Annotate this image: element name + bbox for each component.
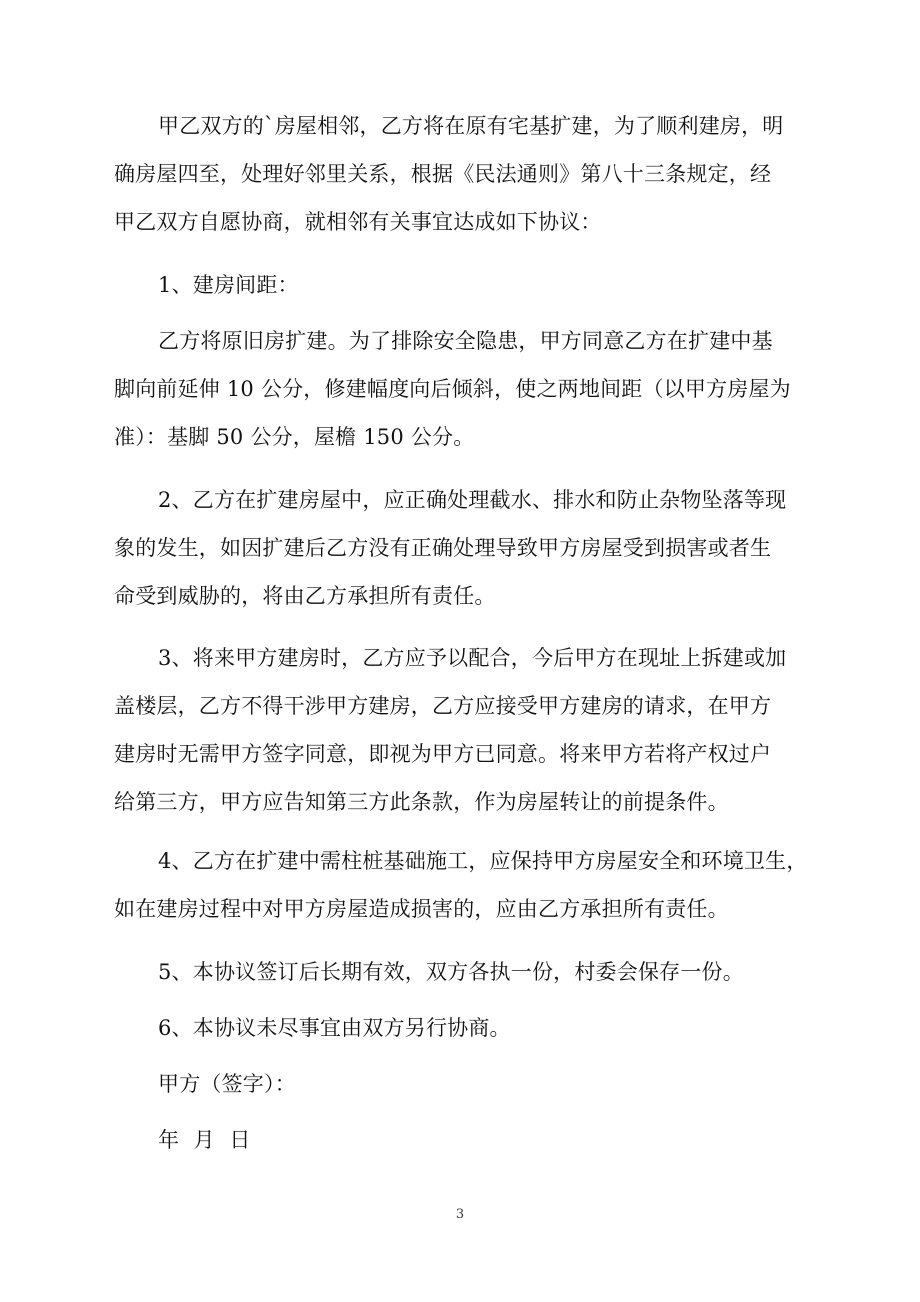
text-line: 盖楼层，乙方不得干涉甲方建房，乙方应接受甲方建房的请求，在甲方 xyxy=(114,694,772,718)
text-line: 脚向前延伸 10 公分，修建幅度向后倾斜，使之两地间距（以甲方房屋为 xyxy=(114,377,791,401)
text-line: 甲乙双方的`房屋相邻，乙方将在原有宅基扩建，为了顺利建房，明 xyxy=(158,114,784,138)
text-line: 3、将来甲方建房时，乙方应予以配合，今后甲方在现址上拆建或加 xyxy=(158,646,787,670)
paragraph-clause-5 xyxy=(114,954,806,990)
text-line: 甲方（签字）： xyxy=(158,1072,296,1096)
paragraph-clause-4 xyxy=(114,843,806,927)
paragraph-clause-1-heading xyxy=(114,267,806,303)
text-line: 5、本协议签订后长期有效，双方各执一份，村委会保存一份。 xyxy=(158,960,744,984)
text-line: 6、本协议未尽事宜由双方另行协商。 xyxy=(158,1016,511,1040)
paragraph-clause-1-body xyxy=(114,323,806,455)
paragraph-intro xyxy=(114,108,806,240)
text-line: 4、乙方在扩建中需柱桩基础施工，应保持甲方房屋安全和环境卫生， xyxy=(158,849,808,873)
date-line xyxy=(114,1122,806,1158)
paragraph-clause-3 xyxy=(114,640,806,820)
text-line: 建房时无需甲方签字同意，即视为甲方已同意。将来甲方若将产权过户 xyxy=(114,742,772,766)
text-line: 命受到威胁的，将由乙方承担所有责任。 xyxy=(114,584,496,608)
text-line: 确房屋四至，处理好邻里关系，根据《民法通则》第八十三条规定，经 xyxy=(114,162,772,186)
text-line: 年 月 日 xyxy=(158,1128,255,1152)
paragraph-clause-6 xyxy=(114,1010,806,1046)
text-line: 2、乙方在扩建房屋中，应正确处理截水、排水和防止杂物坠落等现 xyxy=(158,488,787,512)
signature-line xyxy=(114,1066,806,1102)
text-line: 如在建房过程中对甲方房屋造成损害的，应由乙方承担所有责任。 xyxy=(114,897,729,921)
page-number: 3 xyxy=(455,1207,465,1222)
paragraph-clause-2 xyxy=(114,482,806,614)
text-line: 准）：基脚 50 公分，屋檐 150 公分。 xyxy=(114,425,475,449)
text-line: 给第三方，甲方应告知第三方此条款，作为房屋转让的前提条件。 xyxy=(114,790,729,814)
text-line: 甲乙双方自愿协商，就相邻有关事宜达成如下协议： xyxy=(114,210,602,234)
text-line: 1、建房间距： xyxy=(158,273,299,297)
text-line: 象的发生，如因扩建后乙方没有正确处理导致甲方房屋受到损害或者生 xyxy=(114,536,772,560)
text-line: 乙方将原旧房扩建。为了排除安全隐患，甲方同意乙方在扩建中基 xyxy=(158,329,773,353)
